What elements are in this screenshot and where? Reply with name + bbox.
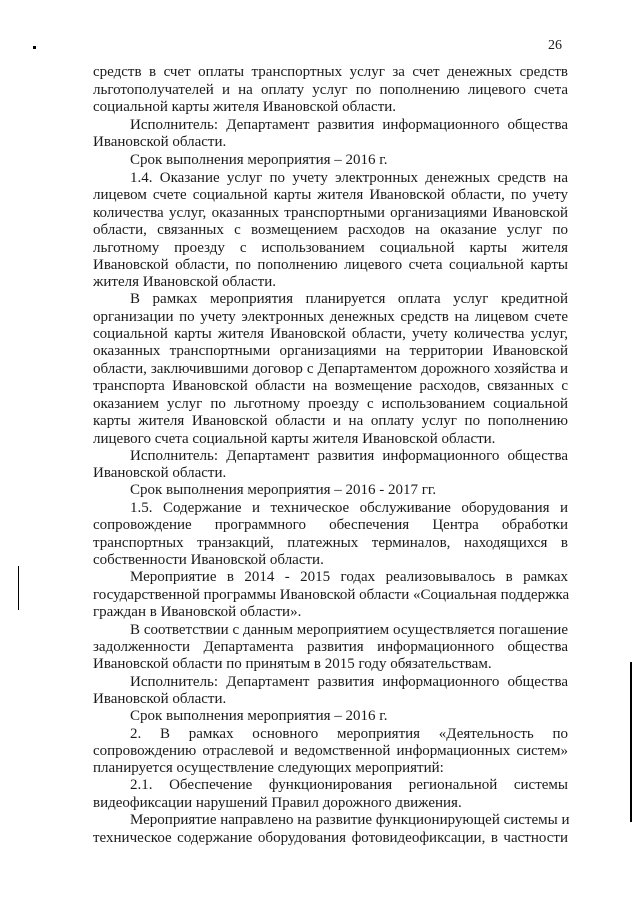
text-line: государственной программы Ивановской области «Социальная поддержка <box>93 587 570 603</box>
text-line: социальной карты жителя Ивановской области. <box>93 99 397 115</box>
text-line: оказанием услуг по льготному проезду с использованием социальной <box>93 396 568 412</box>
text-line: Исполнитель: Департамент развития информационного общества <box>130 448 568 464</box>
scan-edge-mark <box>18 566 19 610</box>
text-line: транспортных транзакций, платежных терминалов, находящихся в <box>93 535 568 551</box>
text-line: карты жителя Ивановской области и на оплату услуг по пополнению <box>93 413 568 429</box>
text-line: В соответствии с данным мероприятием осуществляется погашение <box>130 622 568 638</box>
text-line: Ивановской области. <box>93 465 227 481</box>
text-line: жителя Ивановской области. <box>93 274 276 290</box>
text-line: лицевого счета социальной карты жителя Ивановской области. <box>93 431 496 447</box>
text-line: льготополучателей и на оплату услуг по пополнению лицевого счета <box>93 82 568 98</box>
text-line: Исполнитель: Департамент развития информационного общества <box>130 674 568 690</box>
scan-speck <box>33 46 36 49</box>
text-line: льготному проезду с использованием социальной карты жителя <box>93 240 568 256</box>
text-line: лицевом счете социальной карты жителя Ивановской области, по учету <box>93 187 568 203</box>
text-line: социальной карты жителя Ивановской области, учету количества услуг, <box>93 326 568 342</box>
text-line: Ивановской области, по пополнению лицевого счета социальной карты <box>93 257 568 273</box>
scan-edge-mark <box>630 662 632 822</box>
text-line: 2. В рамках основного мероприятия «Деятельность по <box>130 726 568 742</box>
text-line: транспорта Ивановской области на возмещение расходов, связанных с <box>93 378 568 394</box>
text-line: средств в счет оплаты транспортных услуг за счет денежных средств <box>93 64 568 80</box>
text-line: задолженности Департамента развития информационного общества <box>93 639 568 655</box>
text-line: сопровождение программного обеспечения Центра обработки <box>93 517 568 533</box>
page-number: 26 <box>548 38 562 53</box>
text-line: видеофиксации нарушений Правил дорожного движения. <box>93 795 462 811</box>
text-line: собственности Ивановской области. <box>93 552 324 568</box>
text-line: 1.5. Содержание и техническое обслуживание оборудования и <box>130 500 568 516</box>
text-line: Мероприятие направлено на развитие функционирующей системы и <box>130 812 570 828</box>
text-line: Срок выполнения мероприятия – 2016 г. <box>130 152 388 168</box>
text-line: области, связанных с возмещением расходов на оказание услуг по <box>93 222 568 238</box>
text-line: сопровождению отраслевой и ведомственной информационных систем» <box>93 743 568 759</box>
text-line: граждан в Ивановской области». <box>93 604 302 620</box>
text-line: оказанных транспортными организациями на территории Ивановской <box>93 343 568 359</box>
text-line: Ивановской области по принятым в 2015 году обязательствам. <box>93 656 492 672</box>
text-line: Ивановской области. <box>93 691 227 707</box>
text-line: планируется осуществление следующих мероприятий: <box>93 760 444 776</box>
text-line: Ивановской области. <box>93 134 227 150</box>
text-line: Мероприятие в 2014 - 2015 годах реализовывалось в рамках <box>130 569 568 585</box>
text-line: В рамках мероприятия планируется оплата услуг кредитной <box>130 291 568 307</box>
text-line: области, заключившими договор с Департаментом дорожного хозяйства и <box>93 361 568 377</box>
text-line: Срок выполнения мероприятия – 2016 г. <box>130 708 388 724</box>
text-line: организации по учету электронных денежных средств на лицевом счете <box>93 309 568 325</box>
text-line: Исполнитель: Департамент развития информационного общества <box>130 117 568 133</box>
text-line: 2.1. Обеспечение функционирования региональной системы <box>130 777 568 793</box>
text-line: техническое содержание оборудования фотовидеофиксации, в частности <box>93 830 568 846</box>
text-line: 1.4. Оказание услуг по учету электронных денежных средств на <box>130 170 568 186</box>
text-line: Срок выполнения мероприятия – 2016 - 2017 гг. <box>130 482 437 498</box>
text-line: количества услуг, оказанных транспортными организациями Ивановской <box>93 205 568 221</box>
